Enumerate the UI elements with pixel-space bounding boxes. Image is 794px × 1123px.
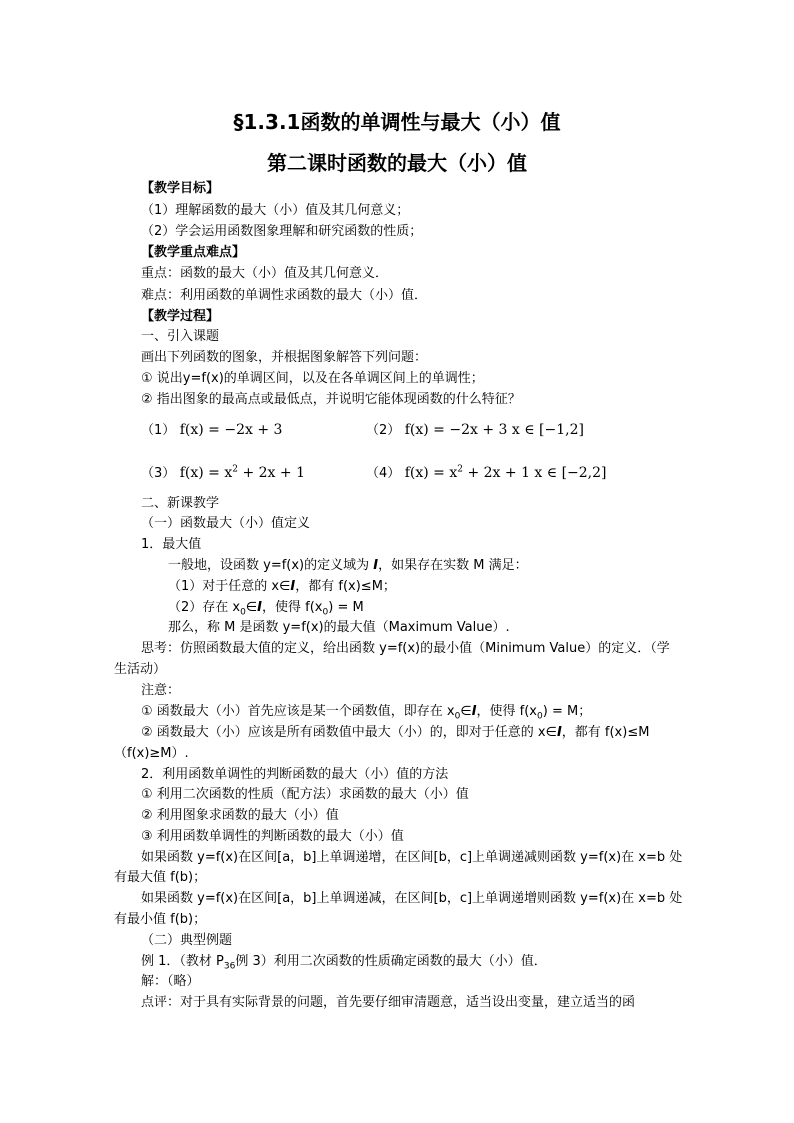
method-3: ③ 利用函数单调性的判断函数的最大（小）值 [141, 829, 404, 844]
difficult-point: 难点：利用函数的单调性求函数的最大（小）值． [141, 288, 428, 303]
main-title: §1.3.1函数的单调性与最大（小）值 [233, 110, 561, 134]
text-part: ，使得 f(x [476, 704, 538, 719]
formula-4 [366, 464, 607, 483]
text-part: ) = M [328, 600, 364, 615]
exponent: 2 [457, 464, 463, 475]
formula-text: f(x) = x [179, 465, 233, 481]
section-heading-goals: 【教学目标】 [141, 181, 220, 196]
text-part: ，都有 f(x)≤M [561, 725, 650, 740]
formula-label: （2） [366, 423, 401, 438]
domain-symbol: I [373, 558, 379, 573]
sub-title: 第二课时函数的最大（小）值 [267, 151, 527, 175]
text-part: （2）存在 x [168, 600, 241, 615]
subsection-heading-examples: （二）典型例题 [141, 933, 233, 948]
text-part: ∈ [245, 600, 258, 615]
formula-text-tail: + 2x + 1 x ∈ [−2,2] [463, 465, 607, 481]
text-part: ，使得 f(x [262, 600, 323, 615]
note-2-continued: （f(x)≥M）. [114, 746, 189, 761]
domain-symbol: I [471, 704, 477, 719]
condition-2 [168, 600, 364, 616]
definition-text [168, 558, 528, 574]
subscript: 0 [454, 711, 461, 722]
note-label: 注意： [141, 683, 181, 698]
note-2 [141, 725, 649, 741]
subsection-heading-definition: （一）函数最大（小）值定义 [141, 516, 311, 531]
formula-label: （3） [141, 466, 176, 481]
subscript: 0 [537, 711, 543, 722]
comment: 点评：对于具有实际背景的问题，首先要仔细审清题意，适当设出变量，建立适当的函 [141, 995, 636, 1010]
text-part: ) = M； [542, 704, 592, 719]
item-methods: 2．利用函数单调性的判断函数的最大（小）值的方法 [141, 767, 449, 782]
formula-text: f(x) = −2x + 3 x ∈ [−1,2] [404, 422, 584, 438]
intro-text: 画出下列函数的图象，并根据图象解答下列问题： [141, 350, 428, 365]
note-1 [141, 704, 591, 720]
method-1: ① 利用二次函数的性质（配方法）求函数的最大（小）值 [141, 787, 469, 802]
subscript: 0 [240, 607, 246, 618]
goal-item-1: （1）理解函数的最大（小）值及其几何意义； [141, 203, 410, 218]
paragraph-2-line-1: 如果函数 y=f(x)在区间[a，b]上单调递减，在区间[b，c]上单调递增则函数 y=f(x)在 x=b 处 [141, 891, 683, 906]
subscript: 36 [223, 961, 236, 972]
text-part: ① 函数最大（小）首先应该是某一个函数值，即存在 x [141, 704, 455, 719]
key-point: 重点：函数的最大（小）值及其几何意义． [141, 266, 389, 281]
method-2: ② 利用图象求函数的最大（小）值 [141, 808, 339, 823]
text-part: 一般地，设函数 y=f(x)的定义域为 [168, 558, 374, 573]
text-part: 例 1．（教材 P [141, 954, 224, 969]
solution: 解：（略） [141, 974, 200, 989]
formula-text: f(x) = −2x + 3 [179, 422, 283, 438]
question-1: ① 说出y=f(x)的单调区间，以及在各单调区间上的单调性； [141, 371, 484, 386]
goal-item-2: （2）学会运用函数图象理解和研究函数的性质； [141, 224, 423, 239]
domain-symbol: I [257, 600, 263, 615]
example-1 [141, 954, 547, 970]
exponent: 2 [232, 464, 238, 475]
condition-1 [168, 579, 396, 595]
formula-1 [141, 421, 282, 440]
think-line-1: 思考：仿照函数最大值的定义，给出函数 y=f(x)的最小值（Minimum Value）的定义．（学 [141, 641, 670, 656]
formula-3 [141, 464, 305, 483]
section-heading-keys: 【教学重点难点】 [141, 245, 246, 260]
text-part: ，都有 f(x)≤M； [295, 579, 396, 594]
paragraph-2-line-2: 有最小值 f(b)； [114, 912, 207, 927]
question-2: ② 指出图象的最高点或最低点，并说明它能体现函数的什么特征？ [141, 392, 521, 407]
text-part: （1）对于任意的 x∈ [168, 579, 291, 594]
subscript: 0 [322, 607, 329, 618]
definition-conclusion: 那么，称 M 是函数 y=f(x)的最大值（Maximum Value）. [168, 620, 510, 635]
text-part: ∈ [460, 704, 472, 719]
paragraph-1-line-1: 如果函数 y=f(x)在区间[a，b]上单调递增，在区间[b，c]上单调递减则函数 y=f(x)在 x=b 处 [141, 850, 683, 865]
formula-text-tail: + 2x + 1 [238, 465, 305, 481]
item-max-value: 1．最大值 [141, 537, 202, 552]
text-part: ② 函数最大（小）应该是所有函数值中最大（小）的，即对于任意的 x∈ [141, 725, 557, 740]
part-heading-intro: 一、引入课题 [141, 329, 220, 344]
formula-2 [366, 421, 584, 440]
think-line-2: 生活动） [114, 662, 167, 677]
domain-symbol: I [556, 725, 562, 740]
formula-text: f(x) = x [404, 465, 458, 481]
formula-label: （4） [366, 466, 401, 481]
text-part: ，如果存在实数 M 满足： [378, 558, 528, 573]
paragraph-1-line-2: 有最大值 f(b)； [114, 870, 207, 885]
formula-label: （1） [141, 423, 176, 438]
section-heading-process: 【教学过程】 [141, 309, 220, 324]
domain-symbol: I [290, 579, 296, 594]
part-heading-new: 二、新课教学 [141, 496, 220, 511]
text-part: 例 3）利用二次函数的性质确定函数的最大（小）值． [235, 954, 547, 969]
